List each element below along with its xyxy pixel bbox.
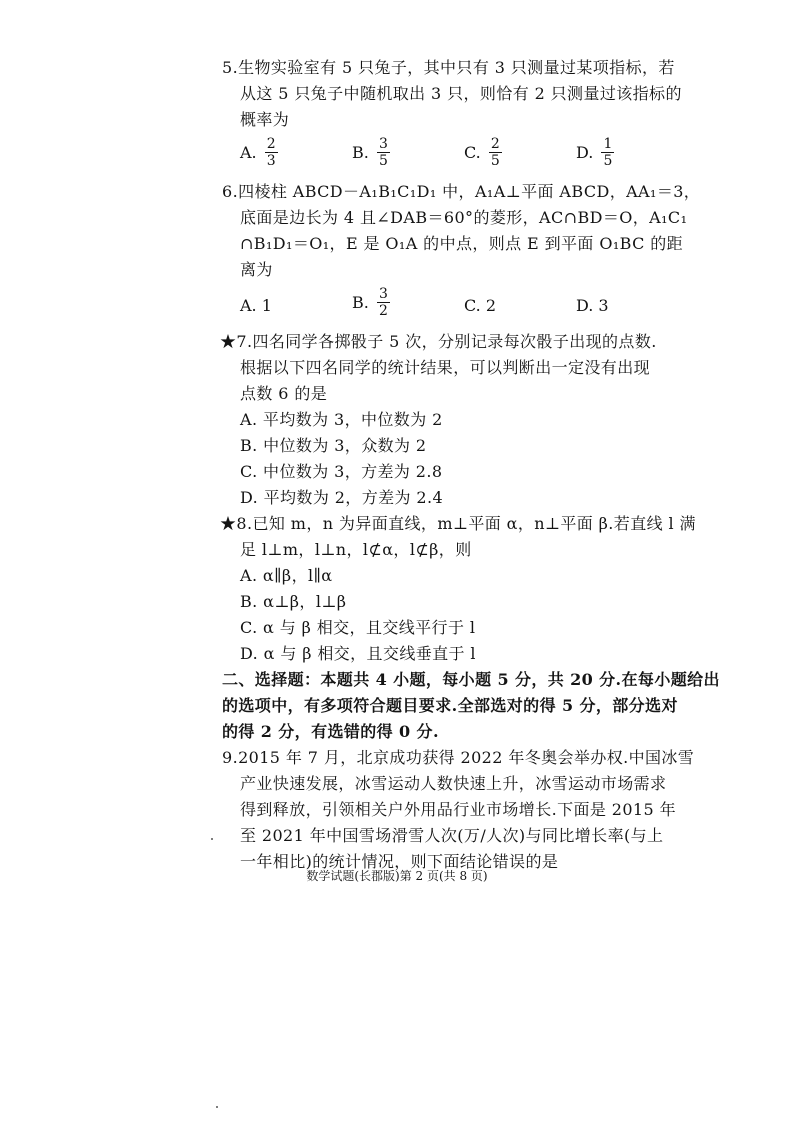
q7-option-b[interactable]: B. 中位数为 3，众数为 2 bbox=[240, 436, 427, 455]
q8-option-b[interactable]: B. α⊥β，l⊥β bbox=[240, 592, 347, 611]
q5-option-d[interactable]: D. $\frac{1}{5}$ bbox=[576, 136, 613, 169]
q7-line-2: 根据以下四名同学的统计结果，可以判断出一定没有出现 bbox=[240, 358, 651, 377]
q9-line-1: 9.2015 年 7 月，北京成功获得 2022 年冬奥会举办权.中国冰雪 bbox=[222, 748, 695, 767]
q5-line-3: 概率为 bbox=[240, 110, 290, 129]
section2-line-3: 的得 2 分，有选错的得 0 分. bbox=[222, 722, 439, 741]
q6-option-b[interactable]: B. $\frac{3}{2}$ bbox=[352, 286, 388, 319]
fraction: $\frac{1}{5}$ bbox=[603, 136, 613, 169]
q6-line-1: 6.四棱柱 ABCD－A₁B₁C₁D₁ 中，A₁A⊥平面 ABCD，AA₁＝3， bbox=[222, 182, 701, 201]
q7-line-3: 点数 6 的是 bbox=[240, 384, 328, 403]
q8-option-d[interactable]: D. α 与 β 相交，且交线垂直于 l bbox=[240, 644, 476, 663]
q6-options bbox=[240, 286, 660, 326]
q5-option-b[interactable]: B. $\frac{3}{5}$ bbox=[352, 136, 388, 169]
q6-option-a[interactable]: A. 1 bbox=[240, 296, 272, 315]
scan-speck bbox=[211, 838, 213, 840]
q6-option-c[interactable]: C. 2 bbox=[464, 296, 497, 315]
q5-line-1: 5.生物实验室有 5 只兔子，其中只有 3 只测量过某项指标，若 bbox=[222, 58, 675, 77]
q8-line-2: 足 l⊥m，l⊥n，l⊄α，l⊄β，则 bbox=[240, 540, 472, 559]
q9-line-3: 得到释放，引领相关户外用品行业市场增长.下面是 2015 年 bbox=[240, 800, 676, 819]
q7-option-d[interactable]: D. 平均数为 2，方差为 2.4 bbox=[240, 488, 444, 507]
fraction: $\frac{2}{3}$ bbox=[266, 136, 276, 169]
section2-line-2: 的选项中，有多项符合题目要求.全部选对的得 5 分，部分选对 bbox=[222, 696, 678, 715]
q7-line-1: ★7.四名同学各掷骰子 5 次，分别记录每次骰子出现的点数. bbox=[220, 332, 657, 351]
q8-option-c[interactable]: C. α 与 β 相交，且交线平行于 l bbox=[240, 618, 476, 637]
fraction: $\frac{3}{5}$ bbox=[378, 136, 388, 169]
q7-option-c[interactable]: C. 中位数为 3，方差为 2.8 bbox=[240, 462, 443, 481]
q9-line-4: 至 2021 年中国雪场滑雪人次(万/人次)与同比增长率(与上 bbox=[240, 826, 664, 845]
q5-options bbox=[240, 136, 660, 176]
section2-line-1: 二、选择题：本题共 4 小题，每小题 5 分，共 20 分.在每小题给出 bbox=[222, 670, 720, 689]
q9-line-2: 产业快速发展，冰雪运动人数快速上升，冰雪运动市场需求 bbox=[240, 774, 667, 793]
q8-line-1: ★8.已知 m，n 为异面直线，m⊥平面 α，n⊥平面 β.若直线 l 满 bbox=[220, 514, 696, 533]
q6-option-d[interactable]: D. 3 bbox=[576, 296, 609, 315]
q5-option-c[interactable]: C. $\frac{2}{5}$ bbox=[464, 136, 500, 169]
q5-line-2: 从这 5 只兔子中随机取出 3 只，则恰有 2 只测量过该指标的 bbox=[240, 84, 682, 103]
q9-line-5: 一年相比)的统计情况，则下面结论错误的是 bbox=[240, 852, 559, 871]
fraction: $\frac{3}{2}$ bbox=[378, 286, 388, 319]
q6-line-3: ∩B₁D₁＝O₁，E 是 O₁A 的中点，则点 E 到平面 O₁BC 的距 bbox=[240, 234, 684, 253]
q5-option-a[interactable]: A. $\frac{2}{3}$ bbox=[240, 136, 276, 169]
scan-speck bbox=[216, 1106, 218, 1108]
page-footer: 数学试题(长郡版)第 2 页(共 8 页) bbox=[306, 869, 488, 883]
q7-option-a[interactable]: A. 平均数为 3，中位数为 2 bbox=[240, 410, 443, 429]
q6-line-4: 离为 bbox=[240, 260, 273, 279]
fraction: $\frac{2}{5}$ bbox=[490, 136, 500, 169]
q6-line-2: 底面是边长为 4 且∠DAB＝60°的菱形，AC∩BD＝O，A₁C₁ bbox=[240, 208, 688, 227]
q8-option-a[interactable]: A. α∥β，l∥α bbox=[240, 566, 333, 585]
